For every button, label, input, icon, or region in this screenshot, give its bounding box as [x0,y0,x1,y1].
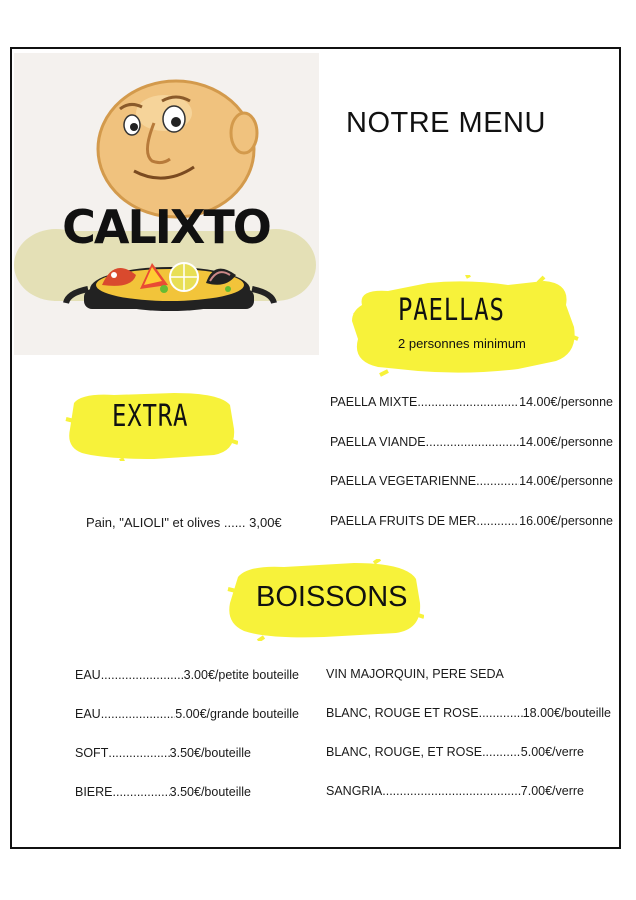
wine-title: VIN MAJORQUIN, PERE SEDA [326,667,504,681]
extra-heading: EXTRA [112,399,189,434]
paella-item [330,474,613,488]
paellas-heading: PAELLAS [398,293,505,328]
drink-item-price: 5.00€/grande bouteille [175,707,299,721]
logo-brand-text: CALIXTO [62,200,270,254]
drink-item-price: 5.00€/verre [520,745,584,759]
paella-item-name: PAELLA MIXTE [330,395,418,409]
drink-item-name: SANGRIA [326,784,383,798]
paella-item-price: 16.00€/personne [519,514,613,528]
drink-item-price: 3.50€/bouteille [169,746,251,760]
menu-frame [10,47,621,849]
paella-item-price: 14.00€/personne [519,435,613,449]
paellas-subtitle: 2 personnes minimum [398,336,526,351]
paella-item-name: PAELLA VEGETARIENNE [330,474,477,488]
paella-item-price: 14.00€/personne [519,395,613,409]
calixto-logo [14,53,319,355]
drink-item-name: BIERE [75,785,113,799]
paella-item [330,395,613,409]
drink-item-name: EAU [75,707,101,721]
paella-item [330,435,613,449]
paella-item-name: PAELLA VIANDE [330,435,426,449]
menu-title: NOTRE MENU [346,107,546,139]
drink-item [326,745,584,759]
drink-item-name: BLANC, ROUGE, ET ROSE [326,745,483,759]
drink-item-name: SOFT [75,746,109,760]
drink-item-price: 7.00€/verre [520,784,584,798]
extra-item: Pain, "ALIOLI" et olives ...... 3,00€ [86,515,282,530]
paella-item [330,514,613,528]
drink-item [326,706,611,720]
drink-item-name: EAU [75,668,101,682]
drink-item [75,668,299,682]
drink-item [75,785,251,799]
drink-item-price: 3.50€/bouteille [169,785,251,799]
drink-item [75,707,299,721]
logo-illustration [14,53,319,355]
drink-item [326,784,584,798]
drink-item-price: 18.00€/bouteille [522,706,611,720]
drink-item-name: BLANC, ROUGE ET ROSE [326,706,479,720]
drink-item-price: 3.00€/petite bouteille [183,668,299,682]
paella-item-name: PAELLA FRUITS DE MER [330,514,477,528]
drink-item [75,746,251,760]
boissons-heading: BOISSONS [256,581,408,613]
paella-item-price: 14.00€/personne [519,474,613,488]
